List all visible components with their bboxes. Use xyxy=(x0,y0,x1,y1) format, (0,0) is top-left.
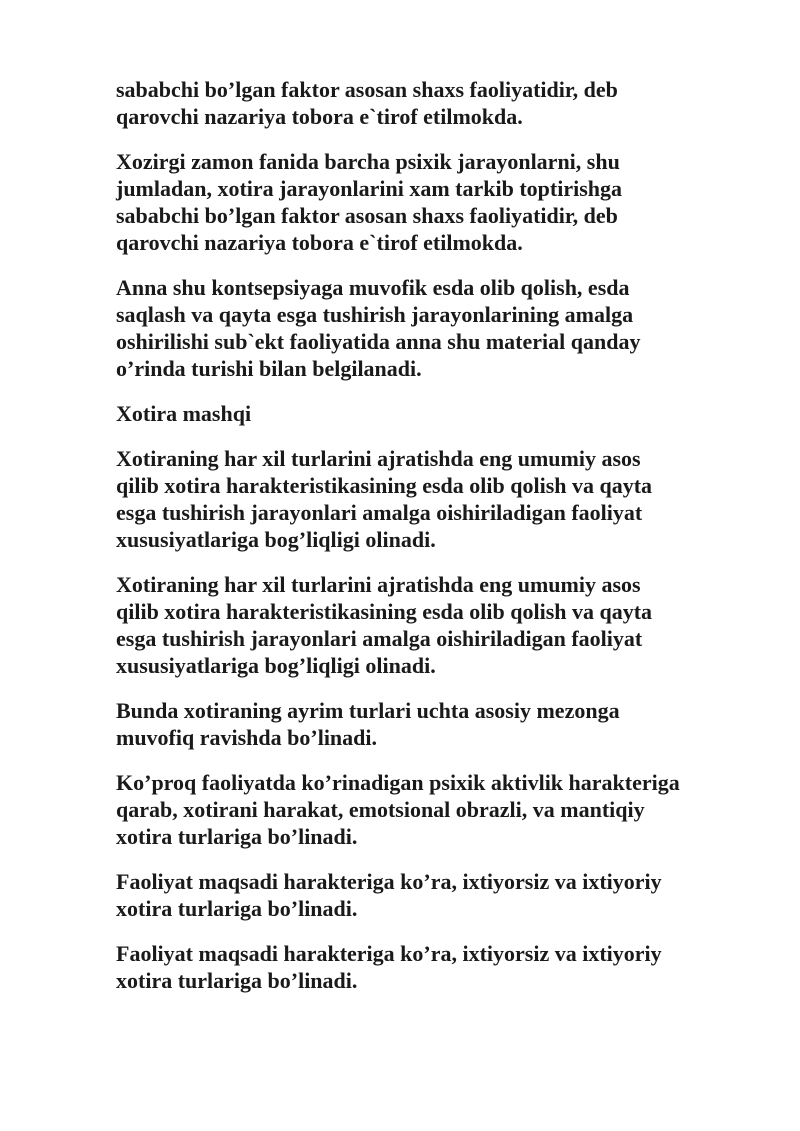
text-line: qilib xotira harakteristikasining esda olib qolish va qayta xyxy=(116,599,653,624)
text-line: qarab, xotirani harakat, emotsional obrazli, va mantiqiy xyxy=(116,797,645,822)
heading-text: Xotira mashqi xyxy=(116,401,252,426)
text-line: xususiyatlariga bog’liqligi olinadi. xyxy=(116,527,436,552)
text-line: xotira turlariga bo’linadi. xyxy=(116,824,358,849)
text-line: xususiyatlariga bog’liqligi olinadi. xyxy=(116,653,436,678)
text-line: o’rinda turishi bilan belgilanadi. xyxy=(116,356,422,381)
text-line: esga tushirish jarayonlari amalga oishiriladigan faoliyat xyxy=(116,500,643,525)
text-line: Xotiraning har xil turlarini ajratishda eng umumiy asos xyxy=(116,572,641,597)
text-line: jumladan, xotira jarayonlarini xam tarkib toptirishga xyxy=(116,176,623,201)
text-line: qarovchi nazariya tobora e`tirof etilmokda. xyxy=(116,230,523,255)
paragraph-5 xyxy=(116,445,740,553)
text-line: muvofiq ravishda bo’linadi. xyxy=(116,725,378,750)
paragraph-1 xyxy=(116,76,740,130)
text-line: esga tushirish jarayonlari amalga oishiriladigan faoliyat xyxy=(116,626,643,651)
paragraph-9 xyxy=(116,868,740,922)
text-line: sababchi bo’lgan faktor asosan shaxs faoliyatidir, deb xyxy=(116,77,618,102)
paragraph-2 xyxy=(116,148,740,256)
paragraph-7 xyxy=(116,697,740,751)
text-line: xotira turlariga bo’linadi. xyxy=(116,896,358,921)
paragraph-8 xyxy=(116,769,740,850)
text-line: Faoliyat maqsadi harakteriga ko’ra, ixtiyorsiz va ixtiyoriy xyxy=(116,869,662,894)
text-line: qarovchi nazariya tobora e`tirof etilmokda. xyxy=(116,104,523,129)
text-line: saqlash va qayta esga tushirish jarayonlarining amalga xyxy=(116,302,634,327)
text-line: qilib xotira harakteristikasining esda olib qolish va qayta xyxy=(116,473,653,498)
paragraph-3 xyxy=(116,274,740,382)
text-line: Xozirgi zamon fanida barcha psixik jarayonlarni, shu xyxy=(116,149,620,174)
text-line: Faoliyat maqsadi harakteriga ko’ra, ixtiyorsiz va ixtiyoriy xyxy=(116,941,662,966)
text-line: Bunda xotiraning ayrim turlari uchta asosiy mezonga xyxy=(116,698,620,723)
text-line: oshirilishi sub`ekt faoliyatida anna shu material qanday xyxy=(116,329,641,354)
text-line: xotira turlariga bo’linadi. xyxy=(116,968,358,993)
paragraph-6 xyxy=(116,571,740,679)
text-line: Xotiraning har xil turlarini ajratishda eng umumiy asos xyxy=(116,446,641,471)
text-line: Ko’proq faoliyatda ko’rinadigan psixik aktivlik harakteriga xyxy=(116,770,680,795)
text-line: Anna shu kontsepsiyaga muvofik esda olib qolish, esda xyxy=(116,275,630,300)
section-heading xyxy=(116,400,740,427)
text-line: sababchi bo’lgan faktor asosan shaxs faoliyatidir, deb xyxy=(116,203,618,228)
paragraph-10 xyxy=(116,940,740,994)
